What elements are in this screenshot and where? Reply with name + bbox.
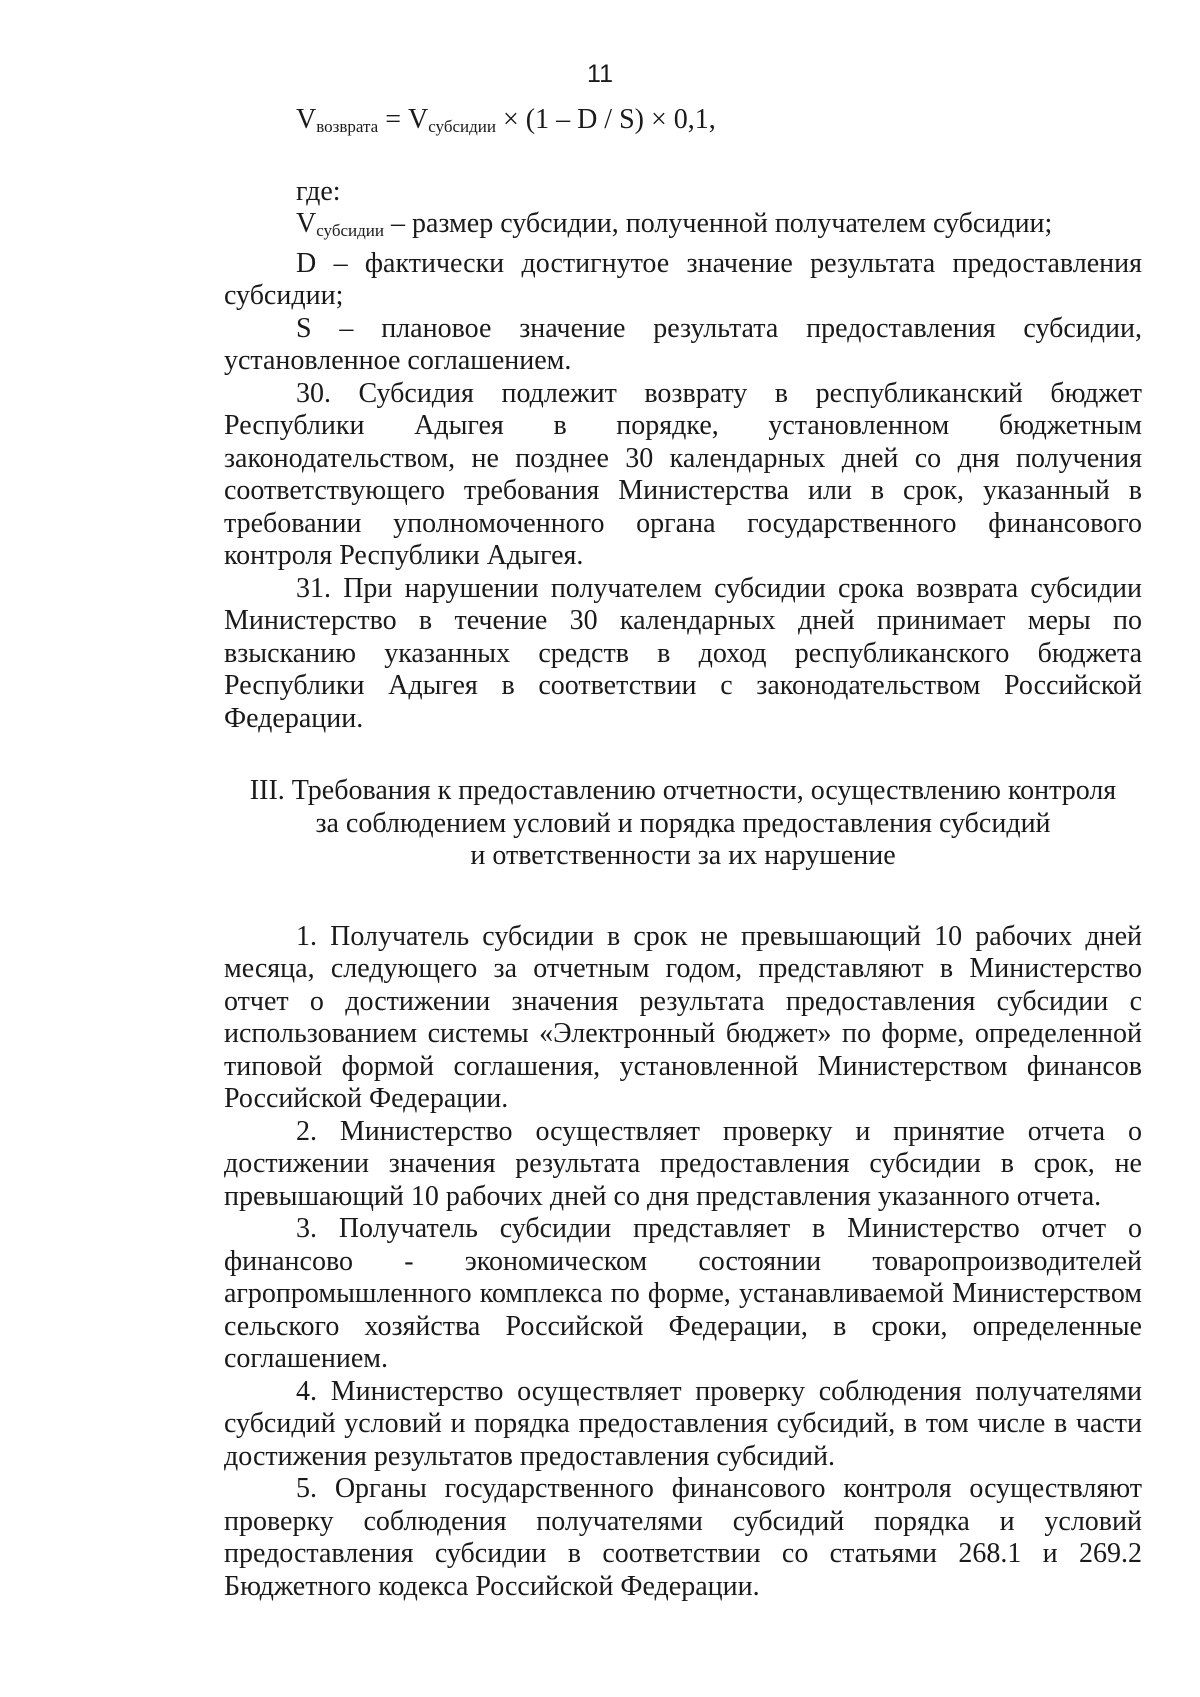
page-number: 11 (587, 60, 613, 88)
formula: $V_{возврата} = V_{субсидии} \times (1 - D / S) \times 0,1$, (296, 104, 716, 136)
definitions (224, 176, 1142, 378)
paragraph-31: 31. При нарушении получателем субсидии срока возврата субсидии Министерство в течение 30 календарных дней принимает меры по взысканию указанных средств в доход республиканского бюджета Республики Адыгея в соответствии с законодательством Российской Федерации. (224, 572, 1142, 734)
definition-s: S – плановое значение результата предоставления субсидии, установленное соглашением. (224, 312, 1142, 376)
paragraph-3: 3. Получатель субсидии представляет в Министерство отчет о финансово - экономическом состоянии товаропроизводителей агропромышленного комплекса по форме, устанавливаемой Министерством сельского хозяйства Российской Федерации, в сроки, определенные соглашением. (224, 1213, 1142, 1374)
definition-v-subsidy: $V_{субсидии}$ – размер субсидии, полученной получателем субсидии; (296, 208, 1053, 240)
formula-v-subsidy: $V_{субсидии}$ (407, 104, 496, 136)
paragraph-5: 5. Органы государственного финансового контроля осуществляют проверку соблюдения получателями субсидий порядка и условий предоставления субсидии в соответствии со статьями 268.1 и 269.2 Бюджетного кодекса Российской Федерации. (224, 1473, 1142, 1602)
where-label: где: (296, 175, 341, 207)
paragraph-30: 30. Субсидия подлежит возврату в республиканский бюджет Республики Адыгея в порядке, установленном бюджетным законодательством, не позднее 30 календарных дней со дня получения соответствующего требования Министерства или в срок, указанный в требовании уполномоченного органа государственного финансового контроля Республики Адыгея. (224, 377, 1142, 571)
formula-expression: × (1 – D / S) × 0,1, (495, 104, 716, 135)
section-heading-line: III. Требования к предоставлению отчетности, осуществлению контроля (249, 775, 1117, 806)
definition-d: D – фактически достигнутое значение результата предоставления субсидии; (224, 247, 1142, 311)
section-heading-line: и ответственности за их нарушение (470, 840, 896, 871)
paragraph-1: 1. Получатель субсидии в срок не превышающий 10 рабочих дней месяца, следующего за отчетным годом, представляют в Министерство отчет о достижении значения результата предоставления субсидии с использованием системы «Электронный бюджет» по форме, определенной типовой формой соглашения, установленной Министерством финансов Российской Федерации. (224, 920, 1142, 1114)
paragraph-4: 4. Министерство осуществляет проверку соблюдения получателями субсидий условий и порядка предоставления субсидий, в том числе в части достижения результатов предоставления субсидий. (224, 1375, 1142, 1472)
formula-v-return: $V_{возврата}$ (296, 104, 379, 136)
section-heading-line: за соблюдением условий и порядка предоставления субсидий (315, 807, 1051, 839)
document-body (224, 104, 1142, 1603)
paragraph-2: 2. Министерство осуществляет проверку и принятие отчета о достижении значения результата предоставления субсидии в срок, не превышающий 10 рабочих дней со дня представления указанного отчета. (224, 1115, 1142, 1212)
section-heading (224, 775, 1142, 873)
